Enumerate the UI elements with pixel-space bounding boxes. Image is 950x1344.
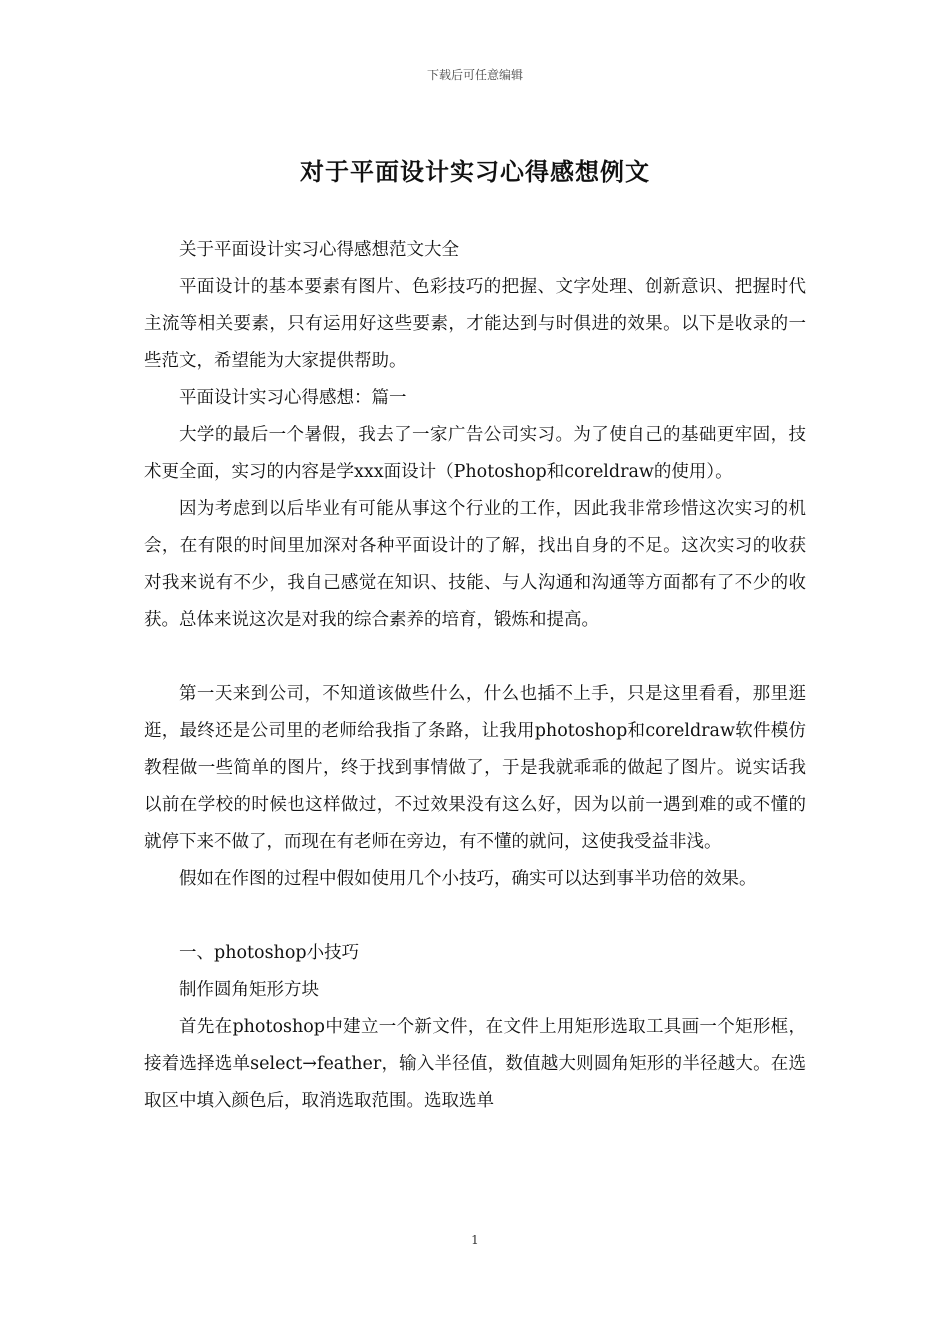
document-title: 对于平面设计实习心得感想例文 (300, 157, 650, 186)
paragraph-section-heading: 平面设计实习心得感想：篇一 (179, 388, 407, 408)
paragraph-reasons: 因为考虑到以后毕业有可能从事这个行业的工作，因此我非常珍惜这次实习的机会，在有限的时间里加深对各种平面设计的了解，找出自身的不足。这次实习的收获对我来说有不少，我自己感觉在知识、技能、与人沟通和沟通等方面都有了不少的收获。总体来说这次是对我的综合素养的培育，锻炼和提高。 (144, 499, 806, 630)
paragraph-photoshop-heading: 一、photoshop小技巧 (179, 943, 360, 963)
paragraph-rounded-rect-steps: 首先在photoshop中建立一个新文件，在文件上用矩形选取工具画一个矩形框，接着选择选单select→feather，输入半径值，数值越大则圆角矩形的半径越大。在选取区中填入颜色后，取消选取范围。选取选单 (144, 1017, 806, 1111)
document-body (144, 232, 806, 1120)
paragraph-internship: 大学的最后一个暑假，我去了一家广告公司实习。为了使自己的基础更牢固，技术更全面，实习的内容是学xxx面设计（Photoshop和coreldraw的使用）。 (144, 425, 806, 482)
paragraph-intro: 平面设计的基本要素有图片、色彩技巧的把握、文字处理、创新意识、把握时代主流等相关要素，只有运用好这些要素，才能达到与时俱进的效果。以下是收录的一些范文，希望能为大家提供帮助。 (144, 277, 806, 371)
paragraph-rounded-rect-heading: 制作圆角矩形方块 (179, 980, 319, 1000)
page-number: 1 (471, 1233, 479, 1247)
header-note: 下载后可任意编辑 (426, 68, 523, 82)
paragraph-tips-intro: 假如在作图的过程中假如使用几个小技巧，确实可以达到事半功倍的效果。 (179, 869, 757, 889)
paragraph-first-day: 第一天来到公司，不知道该做些什么，什么也插不上手，只是这里看看，那里逛逛，最终还是公司里的老师给我指了条路，让我用photoshop和coreldraw软件模仿教程做一些简单的图片，终于找到事情做了，于是我就乖乖的做起了图片。说实话我以前在学校的时候也这样做过，不过效果没有这么好，因为以前一遇到难的或不懂的就停下来不做了，而现在有老师在旁边，有不懂的就问，这使我受益非浅。 (144, 684, 806, 852)
paragraph-subtitle: 关于平面设计实习心得感想范文大全 (179, 240, 459, 260)
